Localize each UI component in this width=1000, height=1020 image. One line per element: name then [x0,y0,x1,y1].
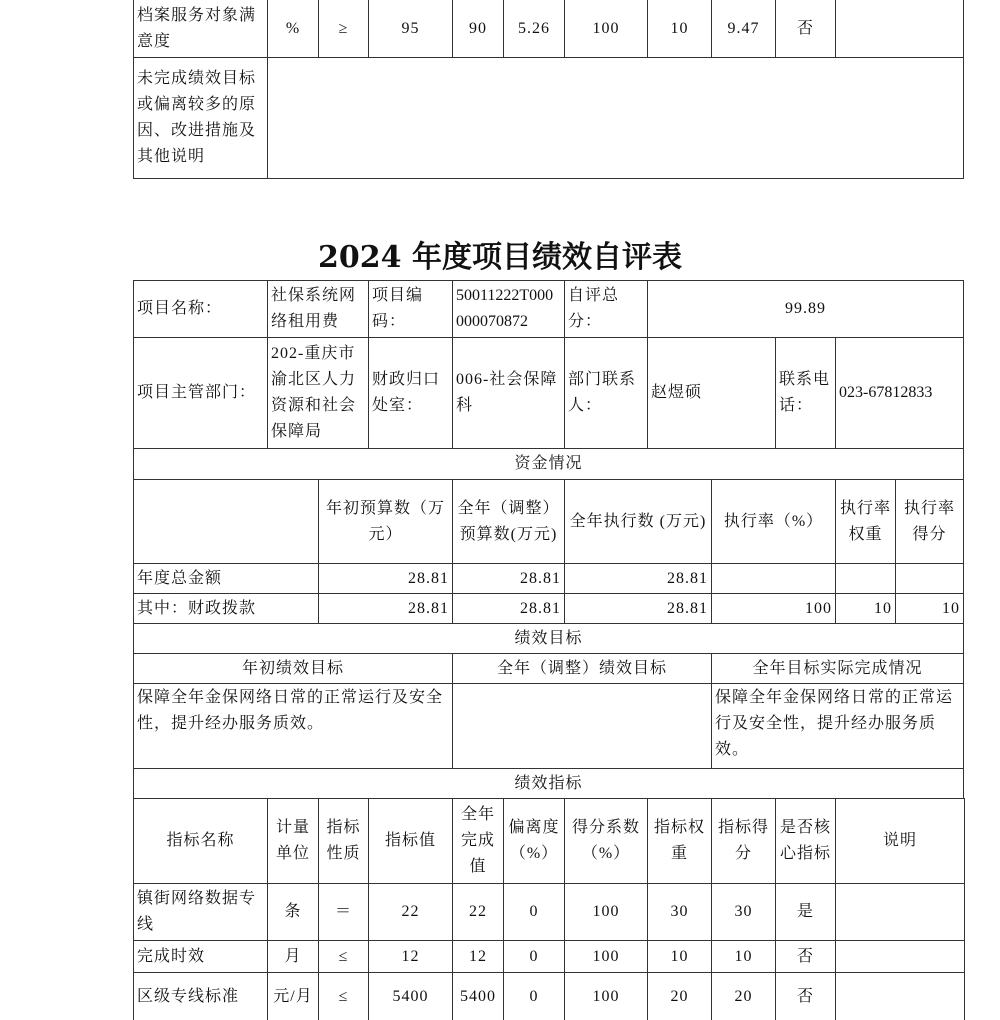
funds-row-label: 其中：财政拨款 [133,593,319,624]
phone-label: 联系电话： [775,337,836,449]
funds-header-executed: 全年执行数 (万元) [564,479,712,564]
funds-adjusted: 28.81 [452,563,565,594]
indicator-coef: 100 [564,972,648,1020]
page-title: 2024 年度项目绩效自评表 [318,240,682,275]
prev-note [835,0,964,58]
indicator-header-name: 指标名称 [133,798,268,884]
indicator-weight: 20 [647,972,712,1020]
reason-content [267,57,964,179]
indicator-weight: 10 [647,940,712,973]
indicator-unit: 条 [267,883,319,941]
indicator-header-core: 是否核心指标 [775,798,836,884]
indicator-core: 否 [775,972,836,1020]
prev-coef: 100 [564,0,648,58]
indicator-coef: 100 [564,883,648,941]
project-name-label: 项目名称： [133,280,268,338]
funds-header-adjusted: 全年（调整）预算数(万元) [452,479,565,564]
indicator-core: 是 [775,883,836,941]
goals-initial: 保障全年金保网络日常的正常运行及安全性，提升经办服务质效。 [133,683,453,769]
indicator-weight: 30 [647,883,712,941]
indicator-actual: 22 [452,883,504,941]
finance: 006-社会保障科 [452,337,565,449]
indicator-op: ＝ [318,883,369,941]
indicator-target: 5400 [368,972,453,1020]
prev-deviation: 5.26 [503,0,565,58]
funds-header-rate: 执行率（%） [711,479,836,564]
funds-score: 10 [895,593,964,624]
dept: 202-重庆市渝北区人力资源和社会保障局 [267,337,369,449]
indicator-unit: 元/月 [267,972,319,1020]
funds-header-blank [133,479,319,564]
indicator-header-target: 指标值 [368,798,453,884]
indicator-core: 否 [775,940,836,973]
prev-core: 否 [775,0,836,58]
funds-rate: 100 [711,593,836,624]
indicator-header-unit: 计量单位 [267,798,319,884]
funds-header-budget: 年初预算数（万元） [318,479,453,564]
funds-weight [835,563,896,594]
funds-section-header: 资金情况 [133,448,964,480]
goals-adjusted [452,683,712,769]
indicator-score: 10 [711,940,776,973]
indicator-actual: 5400 [452,972,504,1020]
indicator-actual: 12 [452,940,504,973]
indicator-name: 镇街网络数据专线 [133,883,268,941]
indicator-name: 完成时效 [133,940,268,973]
indicator-deviation: 0 [503,883,565,941]
goals-header-adjusted: 全年（调整）绩效目标 [452,653,712,684]
prev-actual: 90 [452,0,504,58]
indicator-note [835,940,965,973]
prev-indicator-name: 档案服务对象满意度 [133,0,268,58]
phone: 023-67812833 [835,337,964,449]
indicator-deviation: 0 [503,972,565,1020]
funds-budget: 28.81 [318,563,453,594]
funds-rate [711,563,836,594]
indicator-deviation: 0 [503,940,565,973]
indicator-header-score: 指标得分 [711,798,776,884]
indicator-header-op: 指标性质 [318,798,369,884]
indicator-score: 30 [711,883,776,941]
project-code: 50011222T000000070872 [452,280,565,338]
goals-section-header: 绩效目标 [133,623,964,654]
project-name: 社保系统网络租用费 [267,280,369,338]
self-score-label: 自评总分： [564,280,648,338]
indicator-header-weight: 指标权重 [647,798,712,884]
indicator-coef: 100 [564,940,648,973]
funds-score [895,563,964,594]
indicators-section-header: 绩效指标 [133,768,964,799]
contact: 赵煜硕 [647,337,776,449]
prev-op: ≥ [318,0,369,58]
indicator-header-deviation: 偏离度（%） [503,798,565,884]
goals-header-initial: 年初绩效目标 [133,653,453,684]
indicator-header-note: 说明 [835,798,965,884]
funds-row-label: 年度总金额 [133,563,319,594]
indicator-header-actual: 全年完成值 [452,798,504,884]
funds-header-score: 执行率得分 [895,479,964,564]
reason-label: 未完成绩效目标或偏离较多的原因、改进措施及其他说明 [133,57,268,179]
indicator-target: 12 [368,940,453,973]
indicator-note [835,883,965,941]
dept-label: 项目主管部门： [133,337,268,449]
prev-weight: 10 [647,0,712,58]
self-score: 99.89 [647,280,964,338]
goals-header-actual: 全年目标实际完成情况 [711,653,964,684]
indicator-note [835,972,965,1020]
contact-label: 部门联系人： [564,337,648,449]
funds-executed: 28.81 [564,563,712,594]
indicator-score: 20 [711,972,776,1020]
funds-executed: 28.81 [564,593,712,624]
funds-adjusted: 28.81 [452,593,565,624]
indicator-unit: 月 [267,940,319,973]
funds-weight: 10 [835,593,896,624]
prev-unit: % [267,0,319,58]
funds-budget: 28.81 [318,593,453,624]
indicator-op: ≤ [318,972,369,1020]
indicator-target: 22 [368,883,453,941]
finance-label: 财政归口处室： [368,337,453,449]
prev-score: 9.47 [711,0,776,58]
project-code-label: 项目编码： [368,280,453,338]
indicator-header-coef: 得分系数（%） [564,798,648,884]
funds-header-weight: 执行率权重 [835,479,896,564]
goals-actual: 保障全年金保网络日常的正常运行及安全性，提升经办服务质效。 [711,683,964,769]
indicator-name: 区级专线标准 [133,972,268,1020]
indicator-op: ≤ [318,940,369,973]
prev-target: 95 [368,0,453,58]
